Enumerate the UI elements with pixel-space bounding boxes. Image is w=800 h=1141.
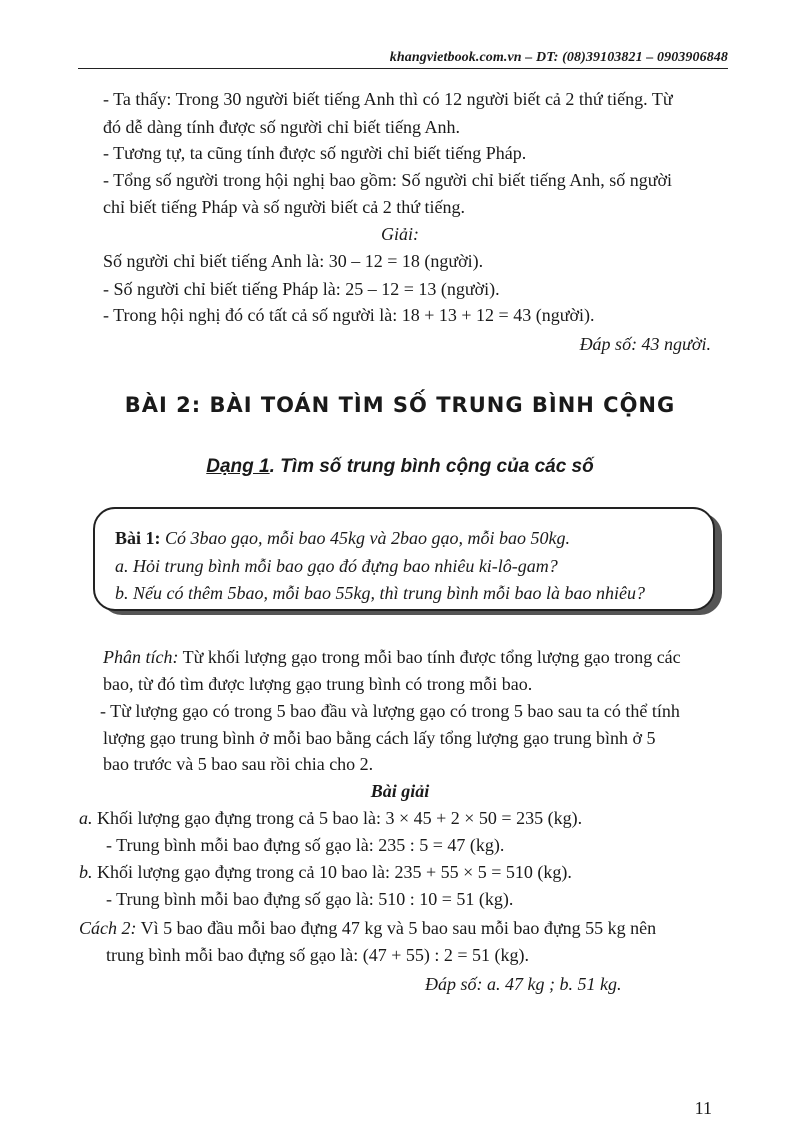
solution-a-text: Khối lượng gạo đựng trong cả 5 bao là: 3 × 45 + 2 × 50 = 235 (kg). [92, 808, 583, 828]
intro-line-4: - Tổng số người trong hội nghị bao gồm: Số người chỉ biết tiếng Anh, số người [103, 170, 672, 190]
cach2-text: Vì 5 bao đầu mỗi bao đựng 47 kg và 5 bao sau mỗi bao đựng 55 kg nên [136, 918, 657, 938]
subtitle-text: . Tìm số trung bình cộng của các số [269, 456, 594, 477]
solution-b-line [79, 861, 572, 883]
solution-heading: Bài giải [370, 781, 430, 801]
solution-b-text: Khối lượng gạo đựng trong cả 10 bao là: 235 + 55 × 5 = 510 (kg). [92, 862, 572, 882]
header-rule [78, 68, 728, 69]
problem-line-2: a. Hỏi trung bình mỗi bao gạo đó đựng bao nhiêu ki-lô-gam? [115, 556, 558, 576]
intro-solution-1: Số người chỉ biết tiếng Anh là: 30 – 12 = 18 (người). [103, 251, 484, 271]
problem-line-3: b. Nếu có thêm 5bao, mỗi bao 55kg, thì trung bình mỗi bao là bao nhiêu? [115, 583, 645, 603]
analysis-line-1 [103, 646, 681, 668]
intro-answer: Đáp số: 43 người. [579, 334, 711, 354]
analysis-line-2: bao, từ đó tìm được lượng gạo trung bình có trong mỗi bao. [103, 674, 533, 694]
subtitle-type: Dạng 1 [206, 456, 270, 477]
solution-a-line-2: - Trung bình mỗi bao đựng số gạo là: 235 : 5 = 47 (kg). [106, 835, 505, 855]
problem-text-1: Có 3bao gạo, mỗi bao 45kg và 2bao gạo, mỗi bao 50kg. [165, 528, 570, 548]
intro-line-5: chỉ biết tiếng Pháp và số người biết cả 2 thứ tiếng. [103, 197, 465, 217]
lesson-subtitle [0, 456, 800, 478]
analysis-line-5: bao trước và 5 bao sau rồi chia cho 2. [103, 754, 374, 774]
solution-a-line [79, 807, 582, 829]
page-header: khangvietbook.com.vn – DT: (08)39103821 – 0903906848 [389, 50, 728, 65]
solution-a-label: a. [79, 808, 93, 828]
page-number: 11 [694, 1098, 712, 1118]
problem-line-1 [115, 527, 570, 549]
cach2-label: Cách 2: [79, 918, 137, 938]
solution-answer: Đáp số: a. 47 kg ; b. 51 kg. [425, 974, 622, 994]
analysis-line-3: - Từ lượng gạo có trong 5 bao đầu và lượng gạo có trong 5 bao sau ta có thể tính [100, 701, 680, 721]
intro-line-1: - Ta thấy: Trong 30 người biết tiếng Anh thì có 12 người biết cả 2 thứ tiếng. Từ [103, 89, 673, 109]
solution-b-label: b. [79, 862, 93, 882]
intro-solution-2: - Số người chỉ biết tiếng Pháp là: 25 – 12 = 13 (người). [103, 279, 500, 299]
solution-cach2-line-2: trung bình mỗi bao đựng số gạo là: (47 + 55) : 2 = 51 (kg). [106, 945, 530, 965]
intro-solution-3: - Trong hội nghị đó có tất cả số người là: 18 + 13 + 12 = 43 (người). [103, 305, 595, 325]
intro-line-2: đó dễ dàng tính được số người chỉ biết tiếng Anh. [103, 117, 461, 137]
analysis-line-4: lượng gạo trung bình ở mỗi bao bằng cách lấy tổng lượng gạo trung bình ở 5 [103, 728, 656, 748]
solution-b-line-2: - Trung bình mỗi bao đựng số gạo là: 510 : 10 = 51 (kg). [106, 889, 514, 909]
problem-label: Bài 1: [115, 528, 161, 548]
analysis-label: Phân tích: [103, 647, 179, 667]
solution-cach2-line [79, 917, 656, 939]
lesson-title: BÀI 2: BÀI TOÁN TÌM SỐ TRUNG BÌNH CỘNG [124, 393, 676, 417]
giai-label: Giải: [381, 224, 419, 244]
analysis-text-1: Từ khối lượng gạo trong mỗi bao tính được tổng lượng gạo trong các [178, 647, 681, 667]
intro-line-3: - Tương tự, ta cũng tính được số người chỉ biết tiếng Pháp. [103, 143, 527, 163]
